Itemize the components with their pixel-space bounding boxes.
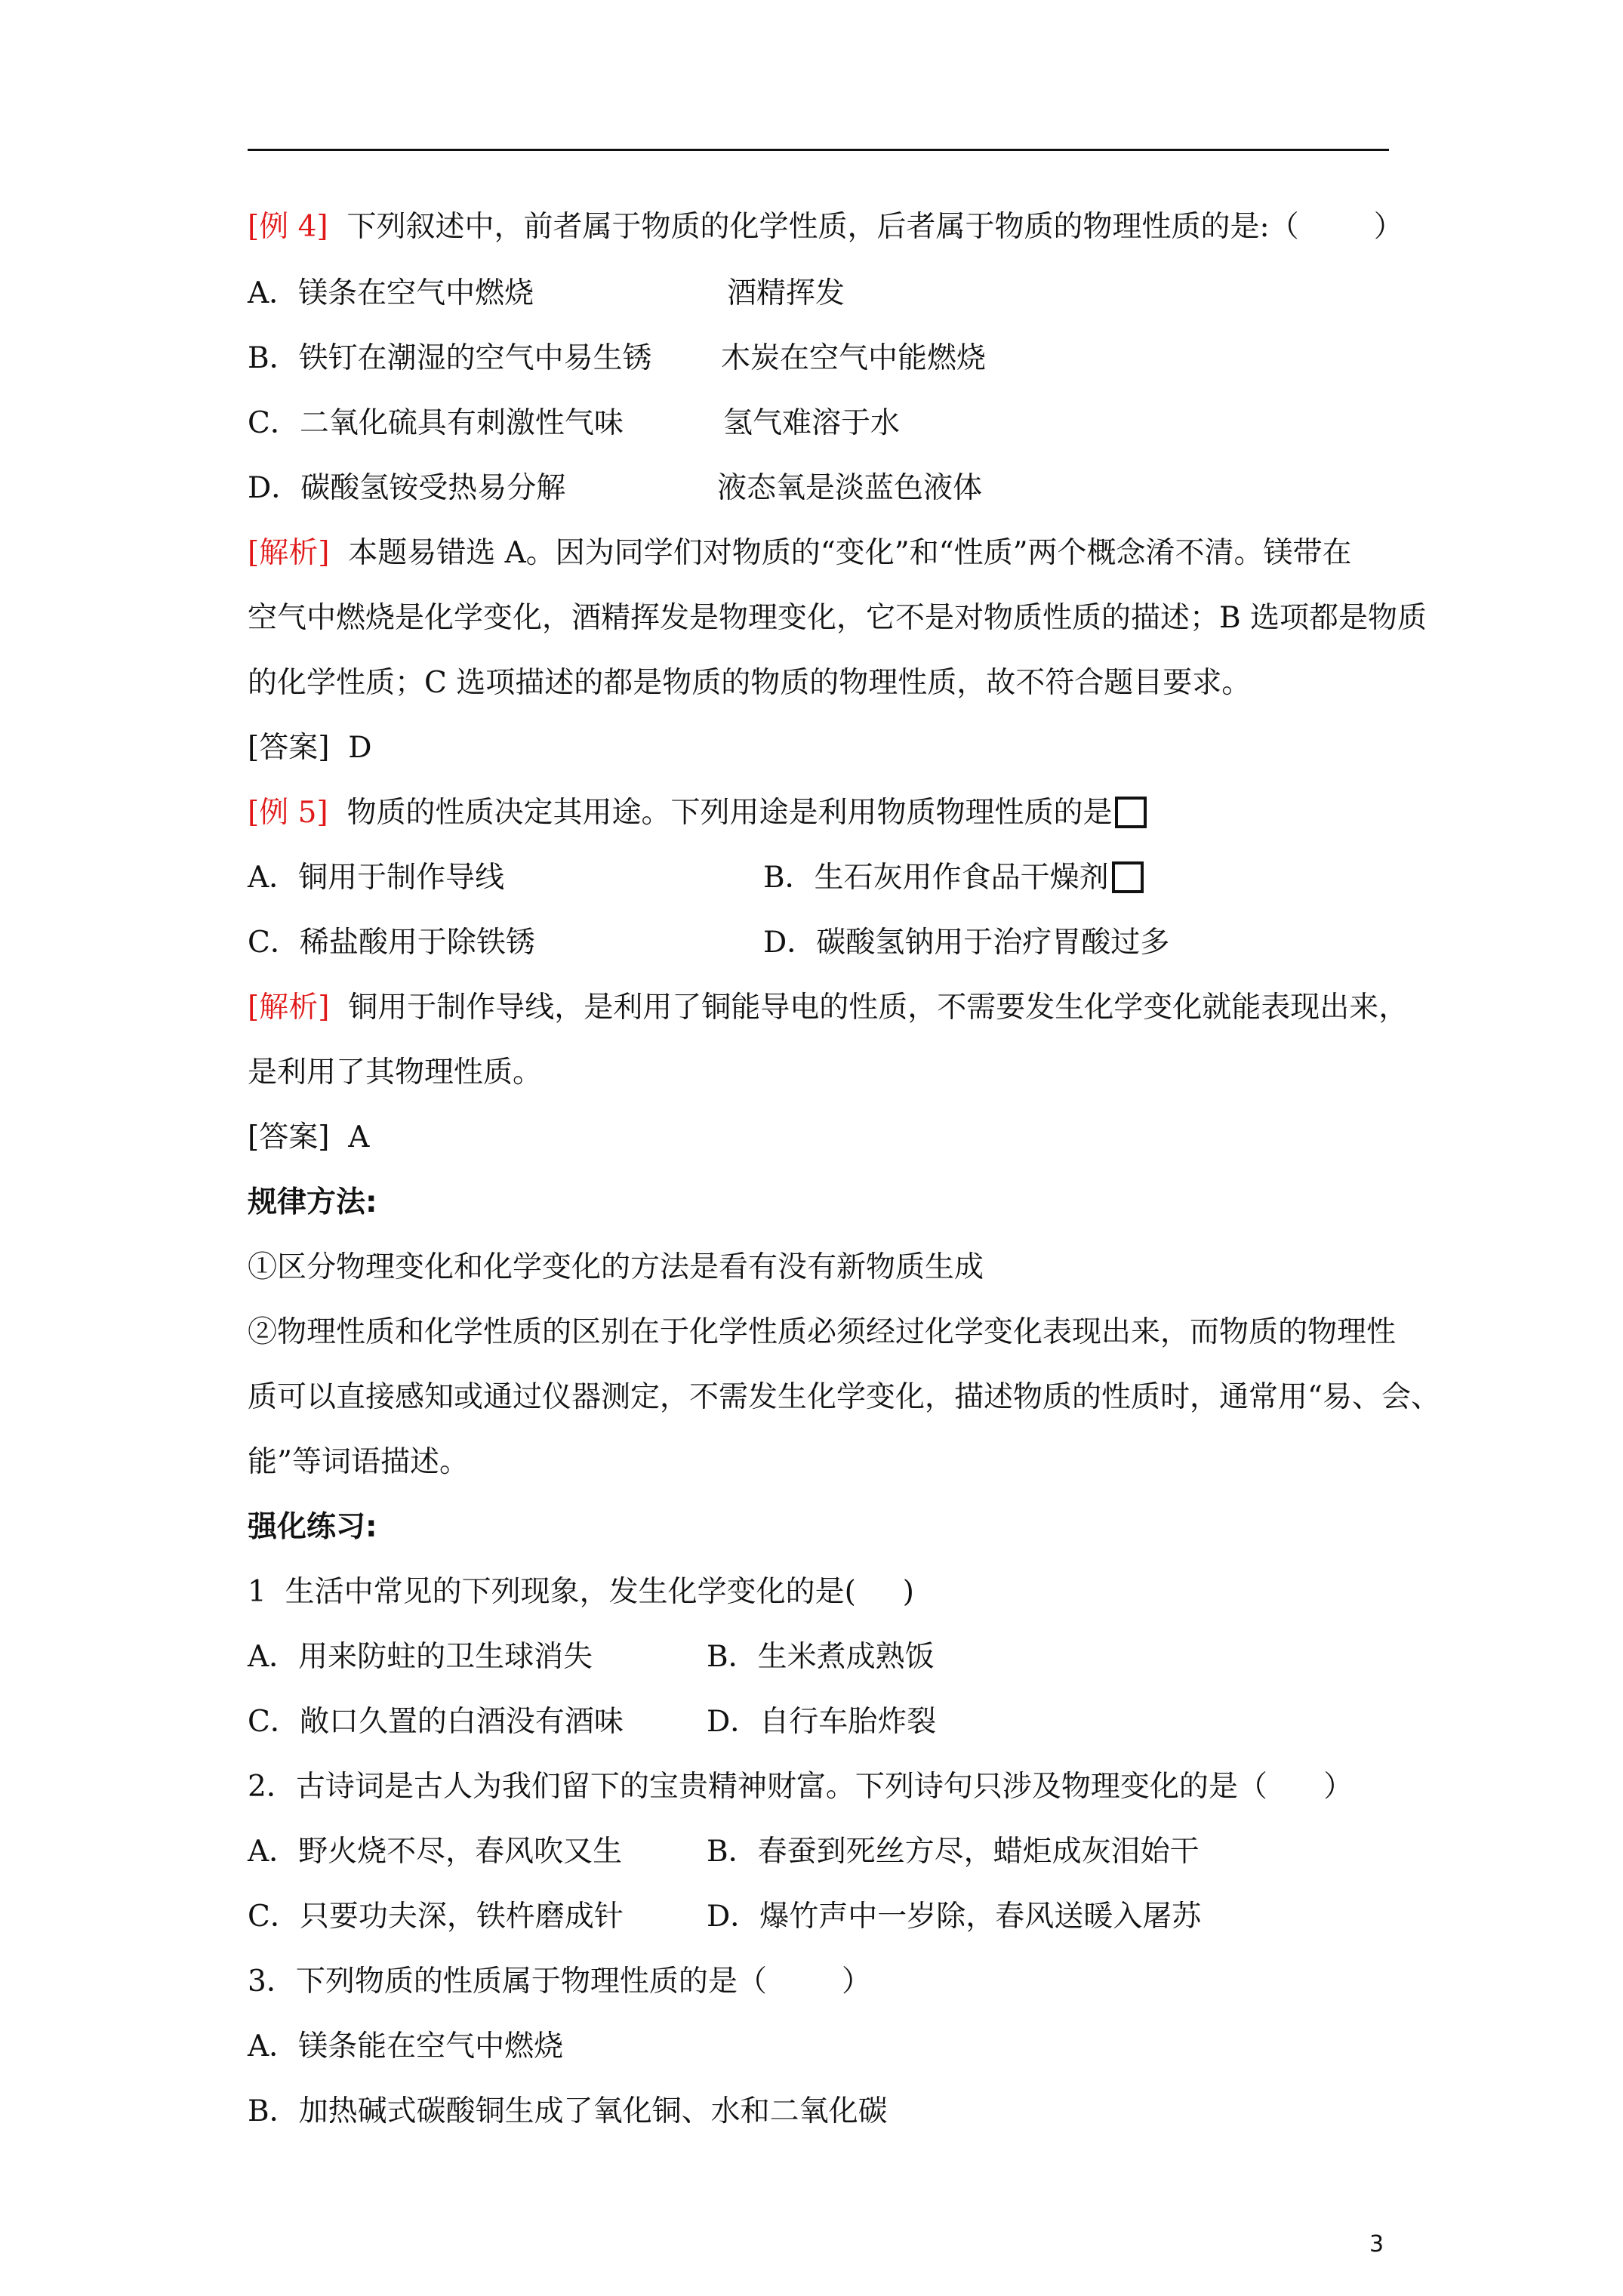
ex5-analysis-line-1 <box>248 989 1408 1027</box>
answer-box <box>1115 797 1147 828</box>
ex4-question: 下列叙述中，前者属于物质的化学性质，后者属于物质的物理性质的是:（ ） <box>328 210 1403 244</box>
ex5-option-b: B．生石灰用作食品干燥剂 <box>763 861 1109 895</box>
q2-option-cd <box>248 1898 1202 1936</box>
q1-option-cd <box>248 1703 937 1741</box>
ex4-analysis-line-2: 空气中燃烧是化学变化，酒精挥发是物理变化，它不是对物质性质的描述；B 选项都是物质 <box>248 601 1427 635</box>
page-number: 3 <box>1369 2231 1384 2257</box>
q2-option-d: D．爆竹声中一岁除，春风送暖入屠苏 <box>707 1900 1202 1934</box>
ex5-option-d: D．碳酸氢钠用于治疗胃酸过多 <box>763 926 1170 960</box>
q3-option-b: B．加热碱式碳酸铜生成了氧化铜、水和二氧化碳 <box>248 2094 888 2128</box>
ex4-option-d-left: D．碳酸氢铵受热易分解 <box>248 471 566 505</box>
ex5-option-a: A．铜用于制作导线 <box>248 861 505 895</box>
ex4-option-b <box>248 340 987 378</box>
ex4-analysis-tag: [解析] <box>248 536 330 570</box>
ex4-answer: [答案] D <box>248 731 372 765</box>
ex4-option-c-right: 氢气难溶于水 <box>723 406 901 440</box>
ex5-tag: [例 5] <box>248 796 328 830</box>
q2-option-a: A．野火烧不尽，春风吹又生 <box>248 1835 623 1869</box>
practice-title: 强化练习: <box>248 1510 377 1544</box>
ex5-option-ab <box>248 859 1109 897</box>
ex4-option-c <box>248 405 901 442</box>
ex4-option-b-right: 木炭在空气中能燃烧 <box>721 341 987 375</box>
method-line-1: ①区分物理变化和化学变化的方法是看有没有新物质生成 <box>248 1250 984 1284</box>
ex5-option-b-wrap <box>763 859 1144 897</box>
q1-option-b: B．生米煮成熟饭 <box>707 1640 935 1674</box>
ex4-option-d-right: 液态氧是淡蓝色液体 <box>717 471 983 505</box>
ex5-option-c: C．稀盐酸用于除铁锈 <box>248 926 535 960</box>
q3-question: 3．下列物质的性质属于物理性质的是（ ） <box>248 1965 871 1999</box>
q1-option-a: A．用来防蛀的卫生球消失 <box>248 1640 593 1674</box>
ex4-tag: [例 4] <box>248 210 328 244</box>
ex4-analysis-line-3: 的化学性质；C 选项描述的都是物质的物质的物理性质，故不符合题目要求。 <box>248 666 1252 700</box>
q2-option-ab <box>248 1833 1200 1871</box>
ex4-question-line <box>248 208 1403 246</box>
ex5-analysis-tag: [解析] <box>248 991 330 1025</box>
ex5-answer: [答案] A <box>248 1120 370 1154</box>
ex4-option-c-left: C．二氧化硫具有刺激性气味 <box>248 406 624 440</box>
ex4-option-b-left: B．铁钉在潮湿的空气中易生锈 <box>248 341 652 375</box>
q2-option-c: C．只要功夫深，铁杵磨成针 <box>248 1900 624 1934</box>
ex5-question-line <box>248 794 1147 832</box>
ex4-option-a <box>248 275 845 313</box>
ex4-analysis-text-1: 本题易错选 A。因为同学们对物质的“变化”和“性质”两个概念淆不清。镁带在 <box>329 536 1352 570</box>
method-title: 规律方法: <box>248 1185 377 1219</box>
ex5-question: 物质的性质决定其用途。下列用途是利用物质物理性质的是 <box>328 796 1113 830</box>
q2-option-b: B．春蚕到死丝方尽，蜡炬成灰泪始干 <box>707 1835 1200 1869</box>
q1-option-c: C．敞口久置的白酒没有酒味 <box>248 1705 624 1739</box>
answer-box-2 <box>1112 861 1144 893</box>
q1-option-d: D．自行车胎炸裂 <box>707 1705 937 1739</box>
q1-option-ab <box>248 1638 935 1676</box>
q1-question: 1 生活中常见的下列现象，发生化学变化的是( ) <box>248 1575 915 1609</box>
ex5-option-cd <box>248 924 1170 962</box>
q2-question: 2．古诗词是古人为我们留下的宝贵精神财富。下列诗句只涉及物理变化的是（ ） <box>248 1770 1354 1804</box>
method-line-2: ②物理性质和化学性质的区别在于化学性质必须经过化学变化表现出来，而物质的物理性 <box>248 1315 1397 1349</box>
header-rule <box>248 149 1389 151</box>
ex4-option-a-right: 酒精挥发 <box>727 276 845 310</box>
q3-option-a: A．镁条能在空气中燃烧 <box>248 2029 564 2063</box>
ex4-option-a-left: A．镁条在空气中燃烧 <box>248 276 534 310</box>
method-line-4: 能”等词语描述。 <box>248 1445 469 1479</box>
ex4-analysis-line-1 <box>248 535 1352 572</box>
ex5-analysis-text-1: 铜用于制作导线，是利用了铜能导电的性质，不需要发生化学变化就能表现出来， <box>329 991 1409 1025</box>
ex5-analysis-line-2: 是利用了其物理性质。 <box>248 1056 543 1089</box>
ex4-option-d <box>248 470 983 507</box>
method-line-3: 质可以直接感知或通过仪器测定，不需发生化学变化，描述物质的性质时，通常用“易、会、 <box>248 1380 1440 1414</box>
